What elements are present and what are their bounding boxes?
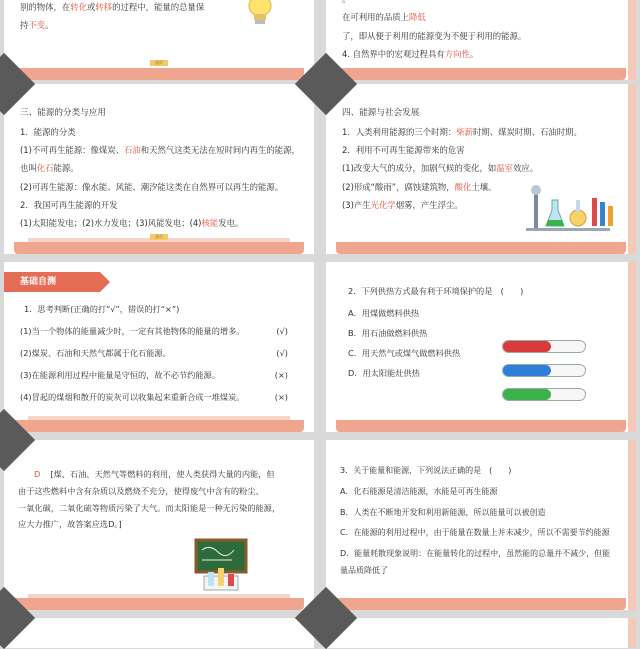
slide-10[interactable]: [326, 618, 636, 648]
slide-8[interactable]: [326, 440, 636, 610]
lightbulb-icon: [242, 0, 278, 28]
slide-frame: [14, 242, 304, 254]
slide-frame: [14, 68, 304, 80]
question-text: 2．下列供热方式最有利于环境保护的是 ( ): [348, 286, 524, 296]
judgement-mark: (×): [274, 392, 288, 402]
option-item[interactable]: D．用太阳能灶供热: [348, 368, 420, 378]
option-item[interactable]: A．用煤做燃料供热: [348, 308, 420, 318]
slide-frame: [628, 440, 636, 610]
option-item[interactable]: B．用石油做燃料供热: [348, 328, 428, 338]
slide-5[interactable]: [4, 262, 314, 432]
slide-3[interactable]: [4, 84, 314, 254]
slide-frame-inner: [28, 594, 290, 598]
judgement-item: [20, 370, 300, 381]
judgement-text: (2)煤炭、石油和天然气都属于化石能源。: [20, 348, 171, 358]
slide-frame: [628, 0, 636, 80]
chalkboard-icon: [188, 536, 254, 594]
test-tube-fill: [503, 365, 551, 376]
answer-explanation: D [煤、石油、天然气等燃料的利用，使人类获得大量的内能，但 由于这些燃料中含有杂质以及燃烧不充分，使得废气中含有的粉尘、 一氧化碳，二氧化硫等物质污染了大气。而太阳能是一种无污染的能源， 应大力推广，故答案应选D。]: [18, 469, 281, 530]
judgement-mark: (√): [276, 326, 288, 336]
home-nav-button[interactable]: 首页: [150, 234, 168, 240]
slide-text: 三、能源的分类与应用 1．能源的分类 (1)不可再生能源：像煤炭、石油和天然气这类无法在短时间内再生的能源， 也叫化石能源。 (2)可再生能源：像水能、风能、潮汐能这类在自然界可以再生的能源。 2．我国可再生能源的开发 (1)太阳能发电；(2)水力发电；(3)风能发电；(4)核能发电。: [20, 108, 300, 229]
slide-frame: [14, 420, 304, 432]
slide-frame: [628, 262, 636, 432]
judgement-item: [20, 392, 300, 403]
option-item[interactable]: C．用天然气或煤气做燃料供热: [348, 348, 461, 358]
section-title: 四、能源与社会发展: [342, 108, 420, 118]
slide-text: 别的物体，在转化或转移的过程中，能量的总量保 持不变。: [20, 2, 205, 31]
slide-text: 在可利用的品质上降低 了，即从便于利用的能源变为不便于利用的能源。 4. 自然界中的宏观过程具有方向性。: [342, 12, 527, 60]
answer-letter: D: [34, 469, 41, 479]
slide-6[interactable]: [326, 262, 636, 432]
judgement-text: (1)当一个物体的能量减少时，一定有其他物体的能量的增多。: [20, 326, 245, 336]
question-text: 1．思考判断(正确的打“√”，错误的打“×”): [24, 304, 180, 314]
test-tube-fill: [503, 389, 551, 400]
slide-text: 四、能源与社会发展 1．人类利用能源的三个时期：柴薪时期、煤炭时期、石油时期。 2．利用不可再生能源带来的危害 (1)改变大气的成分，加剧气候的变化，如温室效应。 (2)形成“酸雨”，腐蚀建筑物，酸化土壤。 (3)产生光化学烟雾，产生浮尘。: [342, 108, 618, 218]
section-title: 三、能源的分类与应用: [20, 108, 106, 118]
slide-1[interactable]: [4, 0, 314, 80]
slide-7[interactable]: [4, 440, 314, 610]
test-tube: [502, 388, 586, 401]
slide-frame-inner: [28, 416, 290, 420]
section-tag: 基础自测: [4, 272, 100, 292]
test-tube-fill: [503, 341, 551, 352]
slide-2[interactable]: [326, 0, 636, 80]
judgement-mark: (×): [274, 370, 288, 380]
slide-frame: [14, 598, 304, 610]
judgement-mark: (√): [276, 348, 288, 358]
slide-frame-bottom: [336, 598, 626, 610]
home-nav-button[interactable]: 首页: [150, 60, 168, 66]
test-tube: [502, 340, 586, 353]
slide-frame: [628, 618, 636, 648]
judgement-text: (3)在能源利用过程中能量是守恒的，故不必节约能源。: [20, 370, 220, 380]
judgement-text: (4)冒起的煤烟和散开的炭灰可以收集起来重新合成一堆煤炭。: [20, 392, 245, 402]
slide-text: 3．关于能量和能源，下列说法正确的是 ( ) A．化石能源是清洁能源，水能是可再生能源 B．人类在不断地开发和利用新能源，所以能量可以被创造 C．在能源的利用过程中，由于能量在数量上并未减少，所以不需要节约能源 D．能量耗散现象说明：在能量转化的过程中，虽然能的总量并不减少，但能 量品质降低了: [340, 466, 611, 575]
test-tube: [502, 364, 586, 377]
slide-4[interactable]: [326, 84, 636, 254]
slide-frame-bottom: [336, 420, 626, 432]
slide-9[interactable]: [4, 618, 314, 648]
slide-frame-bottom: [336, 242, 626, 254]
slide-frame-bottom: [336, 68, 626, 80]
judgement-item: [20, 348, 300, 359]
judgement-item: [20, 326, 300, 337]
slide-frame: [628, 84, 636, 254]
lab-flask-icon: [522, 180, 618, 236]
